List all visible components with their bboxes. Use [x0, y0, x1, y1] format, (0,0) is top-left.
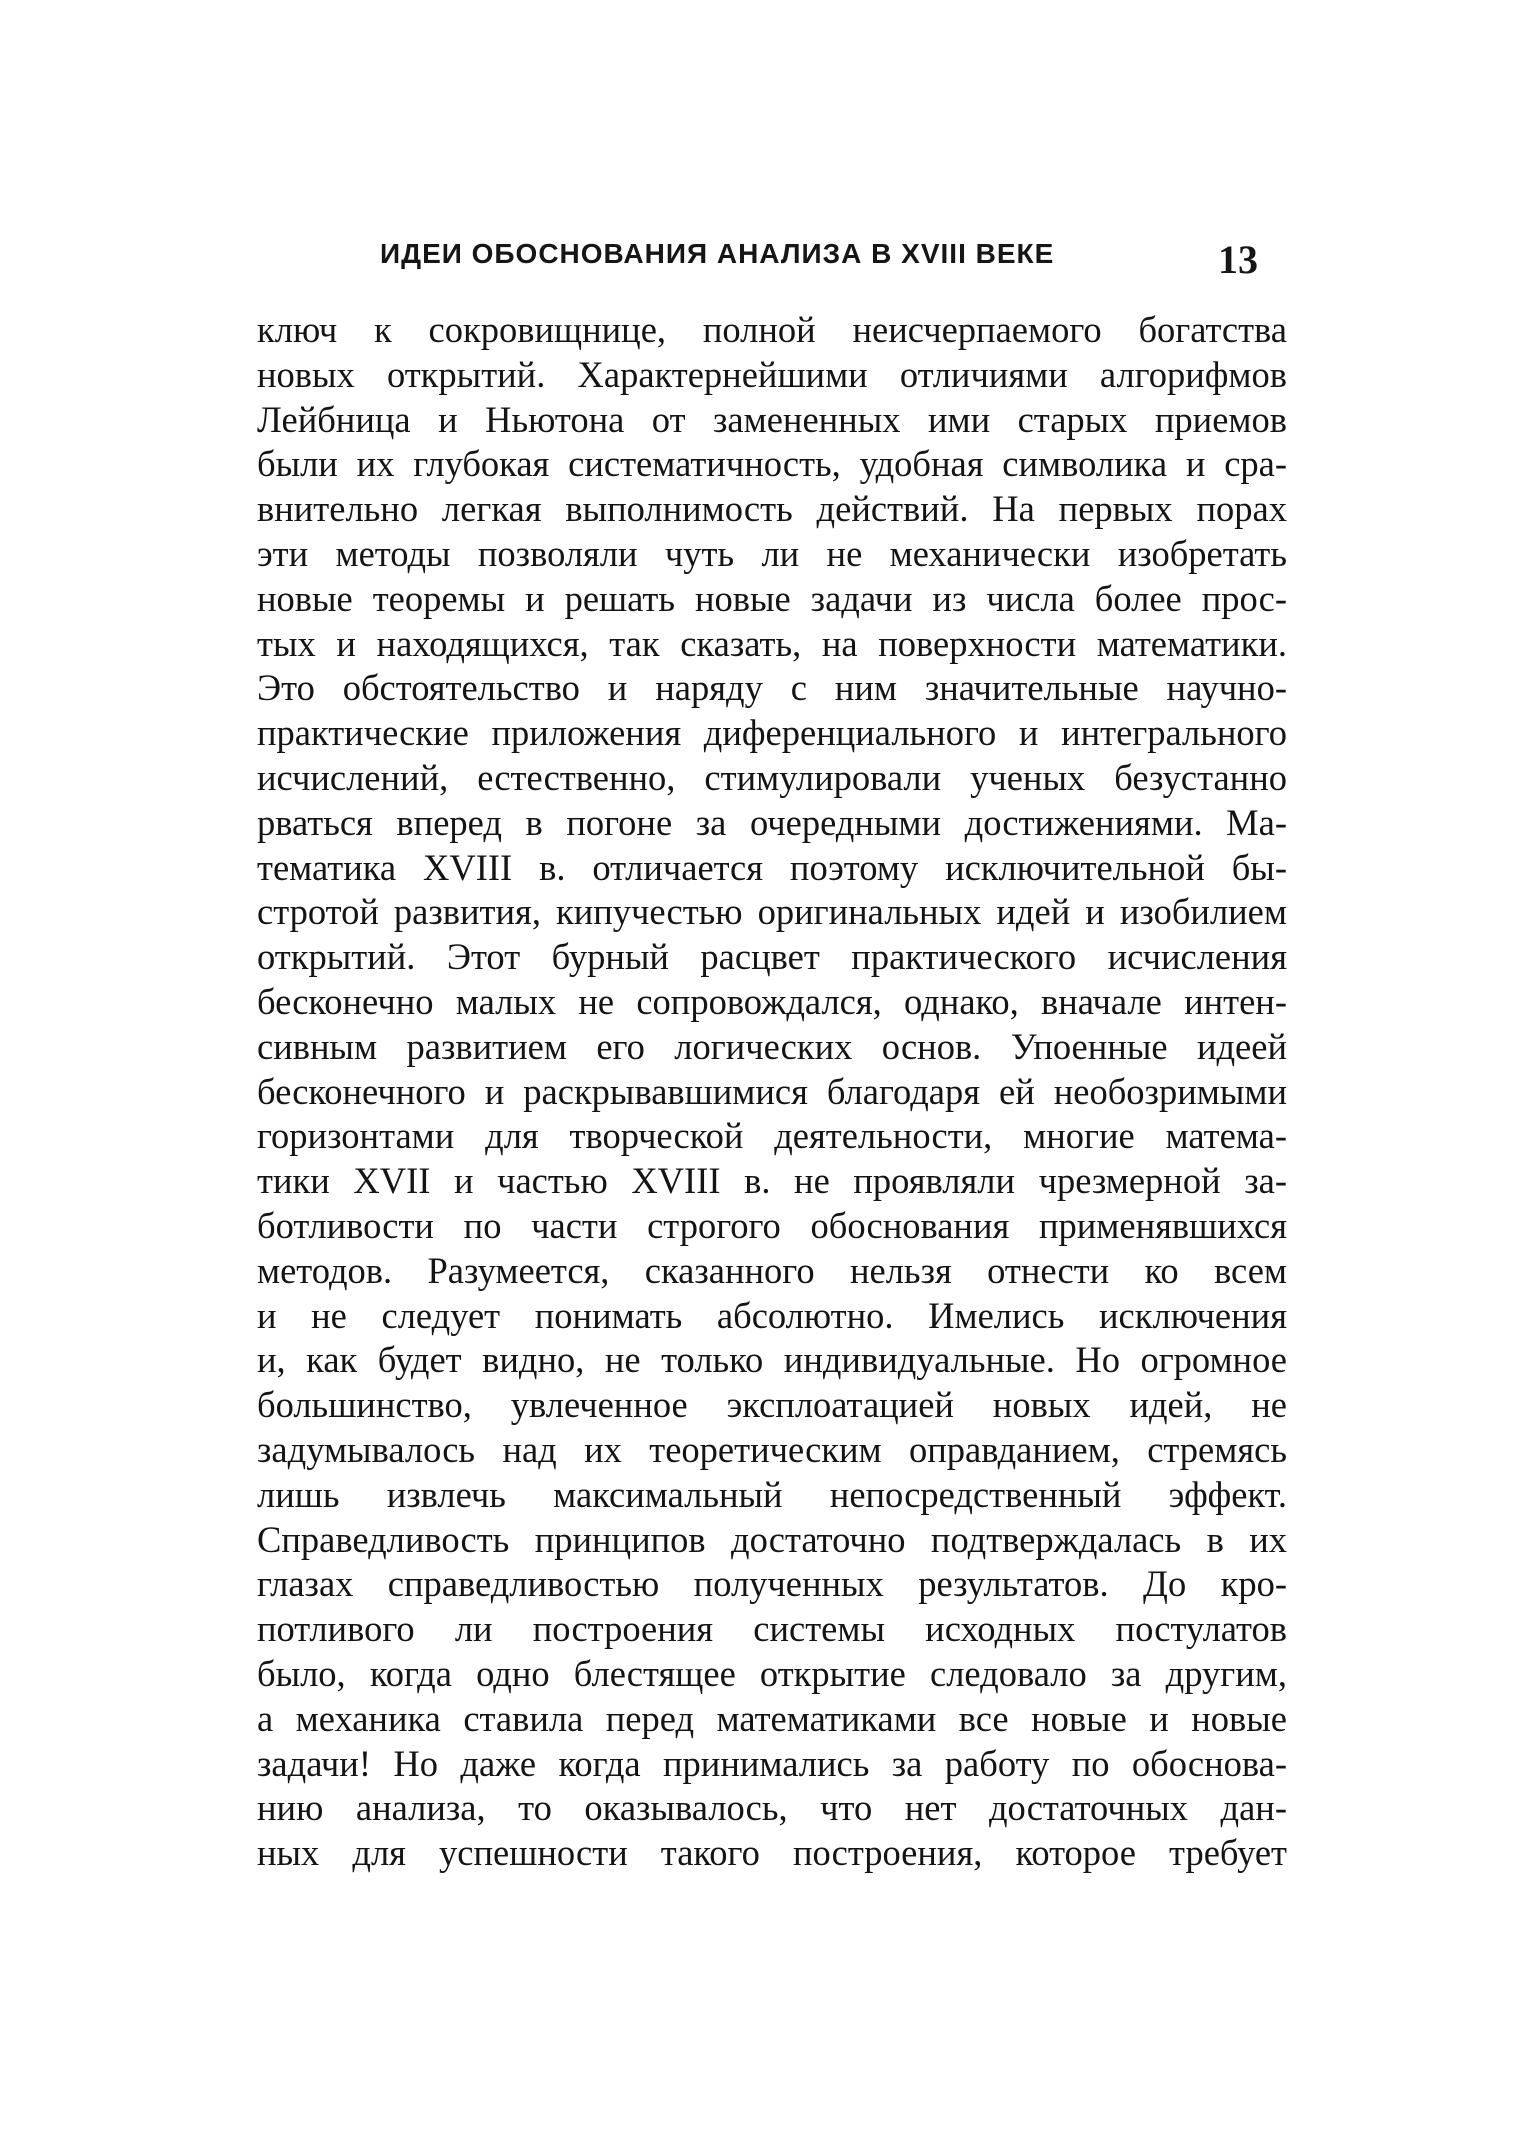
- text-line: открытий. Этот бурный расцвет практического исчисления: [257, 936, 1287, 978]
- text-line: и не следует понимать абсолютно. Имелись исключения: [257, 1294, 1287, 1336]
- text-line: тематика XVIII в. отличается поэтому исключительной бы-: [257, 846, 1287, 888]
- text-line: было, когда одно блестящее открытие следовало за другим,: [257, 1652, 1287, 1694]
- text-line: ключ к сокровищнице, полной неисчерпаемого богатства: [257, 309, 1287, 350]
- text-line: практические приложения диференциального и интегрального: [257, 712, 1287, 754]
- text-line: Справедливость принципов достаточно подтверждалась в их: [257, 1518, 1287, 1560]
- text-line: бесконечно малых не сопровождался, однако, вначале интен-: [257, 980, 1287, 1022]
- text-line: были их глубокая систематичность, удобная символика и сра-: [257, 443, 1287, 485]
- running-head: ИДЕИ ОБОСНОВАНИЯ АНАЛИЗА В XVIII ВЕКЕ: [380, 238, 1055, 269]
- text-line: ботливости по части строгого обоснования применявшихся: [257, 1204, 1287, 1246]
- text-line: сивным развитием его логических основ. Упоенные идеей: [257, 1025, 1287, 1067]
- text-line: бесконечного и раскрывавшимися благодаря ей необозримыми: [257, 1070, 1287, 1112]
- text-line: стротой развития, кипучестью оригинальных идей и изобилием: [257, 891, 1287, 933]
- text-line: тых и находящихся, так сказать, на поверхности математики.: [257, 622, 1287, 664]
- text-line: тики XVII и частью XVIII в. не проявляли чрезмерной за-: [257, 1160, 1287, 1202]
- text-line: новые теоремы и решать новые задачи из числа более прос-: [257, 577, 1287, 619]
- text-line: горизонтами для творческой деятельности, многие матема-: [257, 1115, 1287, 1157]
- text-line: большинство, увлеченное эксплоатацией новых идей, не: [257, 1384, 1287, 1426]
- text-line: лишь извлечь максимальный непосредственный эффект.: [257, 1473, 1287, 1515]
- text-line: и, как будет видно, не только индивидуальные. Но огромное: [257, 1339, 1287, 1381]
- text-line: новых открытий. Характернейшими отличиями алгорифмов: [257, 353, 1287, 395]
- text-line: Это обстоятельство и наряду с ним значительные научно-: [257, 667, 1287, 709]
- text-line: а механика ставила перед математиками все новые и новые: [257, 1697, 1287, 1739]
- page-number: 13: [1218, 237, 1258, 282]
- text-line: ных для успешности такого построения, которое требует: [257, 1832, 1287, 1874]
- text-line: глазах справедливостью полученных результатов. До кро-: [257, 1563, 1287, 1605]
- text-line: исчислений, естественно, стимулировали ученых безустанно: [257, 756, 1287, 798]
- body-text: [257, 308, 1287, 1876]
- text-line: задачи! Но даже когда принимались за работу по обоснова-: [257, 1742, 1287, 1784]
- text-line: методов. Разумеется, сказанного нельзя отнести ко всем: [257, 1249, 1287, 1291]
- text-line: потливого ли построения системы исходных постулатов: [257, 1608, 1287, 1650]
- text-line: нию анализа, то оказывалось, что нет достаточных дан-: [257, 1787, 1287, 1829]
- text-line: Лейбница и Ньютона от замененных ими старых приемов: [257, 398, 1287, 440]
- text-line: рваться вперед в погоне за очередными достижениями. Ма-: [257, 801, 1287, 843]
- text-line: эти методы позволяли чуть ли не механически изобретать: [257, 532, 1287, 574]
- text-line: внительно легкая выполнимость действий. На первых порах: [257, 488, 1287, 530]
- text-line: задумывалось над их теоретическим оправданием, стремясь: [257, 1428, 1287, 1470]
